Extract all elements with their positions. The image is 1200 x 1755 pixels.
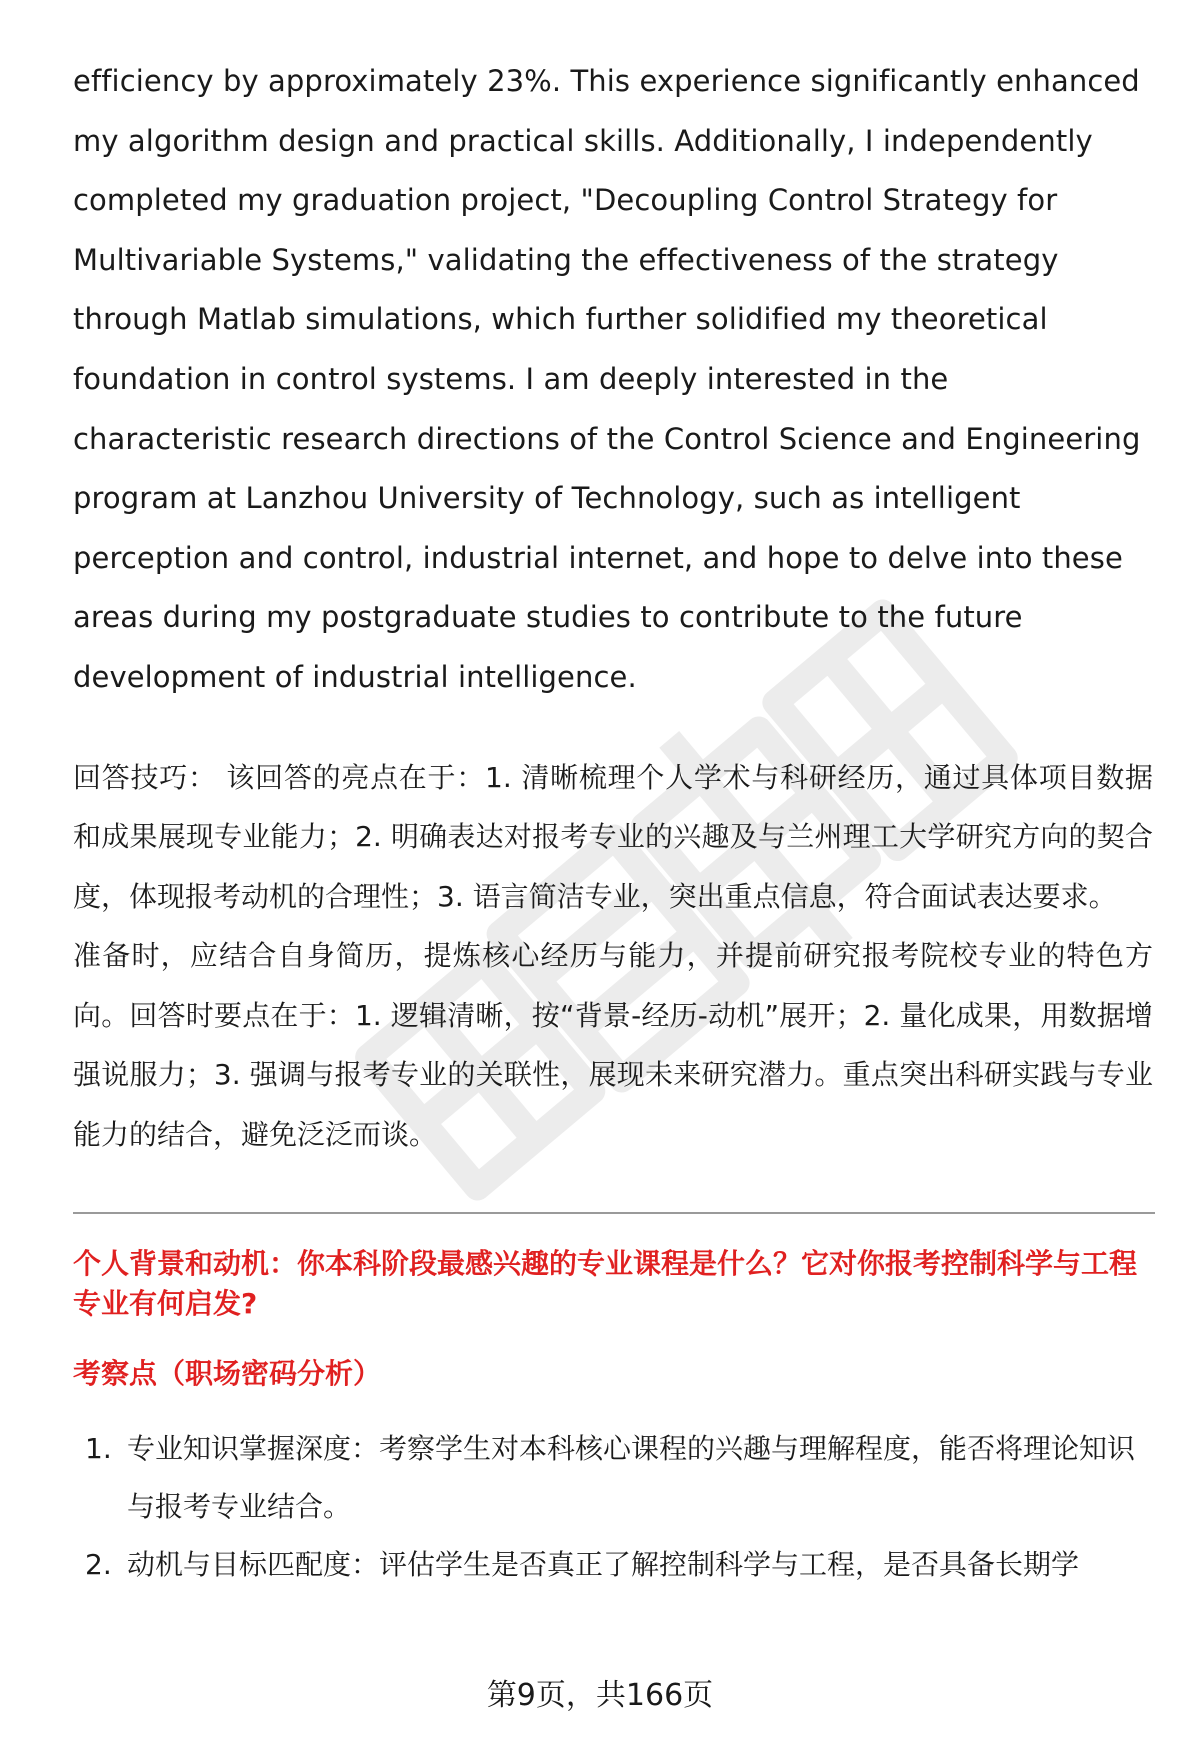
assessment-points-heading: 考察点（职场密码分析）	[73, 1357, 382, 1391]
preparation-advice-paragraph: 准备时，应结合自身简历，提炼核心经历与能力，并提前研究报考院校专业的特色方向。回答时要点在于：1. 逻辑清晰，按“背景-经历-动机”展开；2. 量化成果，用数据增强说服力；3. 强调与报考专业的关联性，展现未来研究潜力。重点突出科研实践与专业能力的结合，避免泛泛而谈。	[73, 939, 1153, 1151]
list-item-text: 动机与目标匹配度：评估学生是否真正了解控制科学与工程，是否具备长期学	[127, 1548, 1080, 1582]
list-item	[73, 1536, 1153, 1594]
section-divider	[73, 1212, 1155, 1214]
list-item-number: 2.	[85, 1548, 112, 1582]
page-number-footer: 第9页，共166页	[486, 1678, 714, 1713]
question-title: 个人背景和动机：你本科阶段最感兴趣的专业课程是什么？它对你报考控制科学与工程专业有何启发?	[73, 1247, 1138, 1321]
page-content	[73, 52, 1153, 1594]
list-item	[73, 1420, 1153, 1536]
assessment-points-list	[73, 1420, 1153, 1594]
list-item-text: 专业知识掌握深度：考察学生对本科核心课程的兴趣与理解程度，能否将理论知识与报考专业结合。	[127, 1432, 1136, 1524]
list-item-number: 1.	[85, 1432, 112, 1466]
english-answer-paragraph: efficiency by approximately 23%. This experience significantly enhanced my algorithm design and practical skills. Additionally, I independently completed my graduation project, "Decoupling Control Strategy for Multivariable Systems," validating the effectiveness of the strategy through Matlab simulations, which further solidified my theoretical foundation in control systems. I am deeply interested in the characteristic research directions of the Control Science and Engineering program at Lanzhou University of Technology, such as intelligent perception and control, industrial internet, and hope to delve into these areas during my postgraduate studies to contribute to the future development of industrial intelligence.	[73, 64, 1141, 694]
answer-tips-paragraph: 回答技巧： 该回答的亮点在于：1. 清晰梳理个人学术与科研经历，通过具体项目数据和成果展现专业能力；2. 明确表达对报考专业的兴趣及与兰州理工大学研究方向的契合度，体现报考动机的合理性；3. 语言简洁专业，突出重点信息，符合面试表达要求。	[73, 760, 1153, 913]
